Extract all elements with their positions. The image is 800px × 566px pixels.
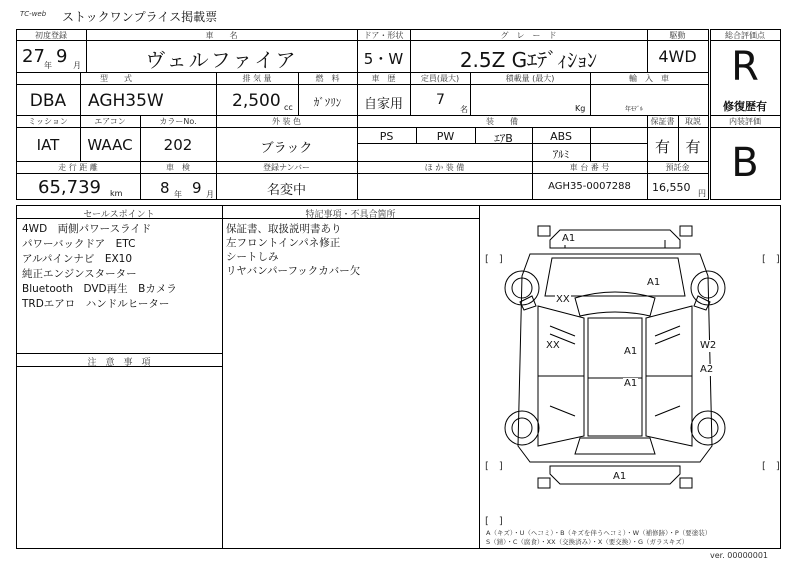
label-history: 車 歴: [371, 74, 396, 83]
list-item: Bluetooth DVD再生 Bカメラ: [22, 283, 177, 295]
capacity-unit: 名: [460, 105, 468, 114]
label-equipment: 装 備: [486, 117, 518, 126]
overall-score: R: [731, 44, 759, 90]
damage-roof-front: A1: [624, 346, 638, 357]
displacement-value: 2,500: [232, 91, 281, 111]
list-item: アルパインナビ EX10: [22, 253, 133, 265]
label-manual: 取説: [685, 117, 701, 126]
damage-legend-line2: S（錆）・C（腐食）・XX（交換済み）・X（要交換）・G（ガラスキズ）: [486, 538, 689, 546]
insp-month: 9: [192, 179, 202, 197]
damage-legend-line1: A（キズ）・U（ヘコミ）・B（キズを伴うヘコミ）・W（補修跡）・P（要塗装）: [486, 529, 712, 537]
list-item: シートしみ: [226, 251, 279, 263]
label-caution: 注 意 事 項: [87, 358, 151, 368]
label-mileage: 走 行 距 離: [58, 163, 98, 172]
label-sales-points: セールスポイント: [83, 210, 155, 220]
version-label: ver. 00000001: [710, 551, 769, 560]
mileage-unit: km: [110, 189, 123, 198]
displacement-unit: cc: [284, 103, 293, 112]
damage-right-front-door: W2: [700, 340, 717, 351]
label-import: 輸 入 車: [629, 74, 669, 83]
damage-rear-bumper: A1: [613, 471, 627, 482]
label-chassis-no: 車 台 番 号: [569, 163, 610, 172]
label-first-reg: 初度登録: [35, 31, 67, 40]
bracket-bottom-left: [ ]: [485, 516, 503, 527]
grade-value: 2.5Z Gｴﾃﾞｨｼｮﾝ: [459, 48, 598, 72]
repair-history: 修復歴有: [723, 100, 767, 113]
label-load: 積載量 (最大): [505, 74, 555, 83]
label-model-type: 型 式: [100, 74, 132, 83]
car-name-value: ヴェルファイア: [145, 48, 298, 72]
list-item: リヤバンパーフックカバー欠: [226, 265, 361, 277]
insp-year: 8: [160, 179, 170, 197]
label-exterior: 外 装 色: [271, 117, 302, 126]
deposit-value: 16,550: [652, 181, 691, 194]
deposit-unit: 円: [698, 189, 706, 198]
damage-left-doors: XX: [546, 340, 560, 351]
label-reg-number: 登録ナンバー: [262, 163, 311, 172]
first-reg-month: 9: [56, 46, 68, 67]
list-item: 保証書、取扱説明書あり: [226, 223, 342, 235]
reg-number-value: 名変中: [266, 183, 306, 198]
equip-abs: ABS: [550, 130, 572, 143]
damage-right-rear-door: A2: [700, 364, 714, 375]
drive-value: 4WD: [658, 47, 697, 66]
label-car-name: 車 名: [205, 31, 238, 40]
label-door-type: ドア・形状: [363, 31, 404, 40]
label-drive: 駆動: [669, 31, 686, 40]
label-warranty: 保証書: [650, 117, 675, 126]
aircon-value: WAAC: [87, 136, 133, 154]
insp-year-unit: 年: [174, 190, 182, 199]
label-overall-eval: 総合評価点: [725, 31, 765, 40]
first-reg-year-unit: 年: [44, 61, 52, 70]
interior-score: B: [731, 140, 759, 186]
page-title: ストックワンプライス掲載票: [62, 10, 218, 24]
label-grade: グ レ ー ド: [500, 31, 557, 40]
chassis-no-value: AGH35-0007288: [548, 181, 631, 192]
logo: TC-web: [20, 10, 47, 18]
label-mission: ミッション: [28, 117, 68, 126]
manual-value: 有: [685, 138, 701, 156]
equip-alumi: ｱﾙﾐ: [552, 148, 570, 161]
import-sub: 年ﾓﾃﾞﾙ: [625, 106, 644, 113]
model-value: AGH35W: [88, 91, 164, 111]
list-item: 4WD 両側パワースライド: [22, 223, 152, 235]
equip-pw: PW: [436, 130, 455, 143]
list-item: 左フロントインパネ修正: [226, 237, 341, 249]
mission-value: IAT: [36, 136, 60, 154]
label-capacity: 定員(最大): [420, 74, 460, 83]
first-reg-month-unit: 月: [73, 61, 81, 70]
label-displacement: 排 気 量: [242, 74, 272, 83]
damage-front-bumper: A1: [562, 233, 576, 244]
door-value: 5・W: [363, 50, 404, 68]
capacity-value: 7: [436, 92, 445, 108]
fuel-value: ｶﾞｿﾘﾝ: [313, 96, 342, 109]
color-no-value: 202: [163, 136, 193, 154]
label-other-equip: ほ か 装 備: [424, 163, 465, 172]
label-deposit: 預託金: [665, 163, 690, 172]
color-value: ブラック: [260, 141, 313, 156]
damage-hood: A1: [647, 277, 661, 288]
mileage-value: 65,739: [38, 177, 101, 198]
first-reg-year: 27: [22, 46, 45, 67]
model-prefix: DBA: [29, 91, 67, 111]
insp-month-unit: 月: [206, 190, 214, 199]
damage-roof-rear: A1: [624, 378, 638, 389]
load-unit: Kg: [575, 104, 586, 113]
list-item: 純正エンジンスターター: [22, 268, 137, 280]
equip-airbag: ｴｱB: [494, 132, 513, 145]
label-inspection: 車 検: [166, 163, 190, 172]
label-color-no: カラーNo.: [159, 117, 197, 126]
car-damage-diagram: [480, 206, 780, 548]
bracket-front-right: [ ]: [762, 254, 780, 265]
bracket-front-left: [ ]: [485, 254, 503, 265]
usage-value: 自家用: [363, 97, 403, 112]
bracket-rear-right: [ ]: [762, 461, 780, 472]
damage-left-fender: XX: [556, 294, 570, 305]
warranty-value: 有: [654, 138, 670, 156]
label-interior-eval: 内装評価: [729, 117, 761, 126]
equip-ps: PS: [379, 130, 394, 143]
bracket-rear-left: [ ]: [485, 461, 503, 472]
list-item: TRDエアロ ハンドルヒーター: [22, 298, 170, 310]
label-notes-issues: 特記事項・不具合箇所: [305, 210, 396, 220]
label-aircon: エアコン: [94, 117, 126, 126]
label-fuel: 燃 料: [315, 74, 340, 83]
list-item: パワーバックドア ETC: [22, 238, 136, 250]
